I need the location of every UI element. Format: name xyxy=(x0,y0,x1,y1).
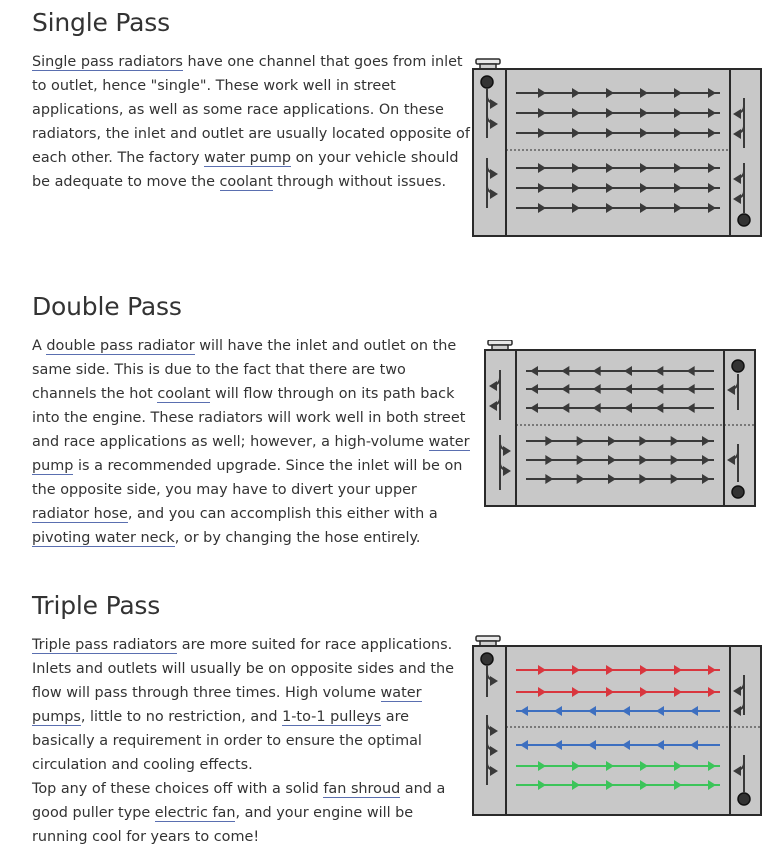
inline-link[interactable]: pivoting water neck xyxy=(32,530,175,546)
paragraph-text: is a recommended upgrade. Since the inlet will be on the opposite side, you may have to divert your upper xyxy=(32,458,463,498)
inline-link[interactable]: Triple pass radiators xyxy=(32,637,178,653)
radiator-port xyxy=(732,360,744,372)
paragraph-text: A xyxy=(32,338,47,354)
double-pass-paragraph xyxy=(32,334,470,550)
paragraph-text: and a good puller type xyxy=(32,781,446,821)
inline-link[interactable]: fan shroud xyxy=(323,781,401,797)
radiator-port xyxy=(732,486,744,498)
inline-link[interactable]: coolant xyxy=(157,386,211,402)
inline-link[interactable]: water pump xyxy=(204,150,292,166)
radiator-port xyxy=(481,76,493,88)
radiator-body xyxy=(473,69,761,236)
paragraph-text: Top any of these choices off with a solid xyxy=(32,781,324,797)
paragraph-text: are basically a requirement in order to ensure the optimal circulation and cooling effects. xyxy=(32,709,422,773)
double-pass-radiator-diagram xyxy=(484,340,756,508)
inline-link[interactable]: 1-to-1 pulleys xyxy=(282,709,382,725)
radiator-body xyxy=(473,646,761,815)
radiator-body xyxy=(485,350,755,506)
triple-pass-paragraph xyxy=(32,633,470,849)
paragraph-text: , or by changing the hose entirely. xyxy=(174,530,421,546)
inline-link[interactable]: double pass radiator xyxy=(46,338,195,354)
section-title-double-pass: Double Pass xyxy=(32,292,182,321)
paragraph-text: will flow through on its path back into the engine. These radiators will work well in both street and race applications as well; however, a high-volume xyxy=(32,386,466,450)
paragraph-text: through without issues. xyxy=(272,174,447,190)
inline-link[interactable]: water pump xyxy=(32,434,470,474)
single-pass-paragraph xyxy=(32,50,470,194)
triple-pass-radiator-diagram xyxy=(472,635,762,817)
radiator-port xyxy=(738,214,750,226)
paragraph-text: will have the inlet and outlet on the same side. This is due to the fact that there are two channels the hot xyxy=(32,338,457,402)
inline-link[interactable]: Single pass radiators xyxy=(32,54,183,70)
radiator-port xyxy=(738,793,750,805)
paragraph-text: have one channel that goes from inlet to outlet, hence "single". These work well in street applications, as well as some race applications. On these radiators, the inlet and outlet are usually located opposite of each other. The factory xyxy=(32,54,470,166)
inline-link[interactable]: radiator hose xyxy=(32,506,128,522)
inline-link[interactable]: electric fan xyxy=(154,805,236,821)
inline-link[interactable]: water pumps xyxy=(32,685,422,725)
inline-link[interactable]: coolant xyxy=(219,174,273,190)
section-title-single-pass: Single Pass xyxy=(32,8,170,37)
single-pass-radiator-diagram xyxy=(472,58,762,238)
radiator-port xyxy=(481,653,493,665)
paragraph-text: , and you can accomplish this either with a xyxy=(127,506,438,522)
paragraph-text: are more suited for race applications. Inlets and outlets will usually be on opposite sides and the flow will pass through three times. High volume xyxy=(32,637,455,701)
section-title-triple-pass: Triple Pass xyxy=(32,591,161,620)
paragraph-text: , and your engine will be running cool for years to come! xyxy=(32,805,414,845)
paragraph-text: , little to no restriction, and xyxy=(80,709,283,725)
paragraph-text: on your vehicle should be adequate to move the xyxy=(32,150,459,190)
